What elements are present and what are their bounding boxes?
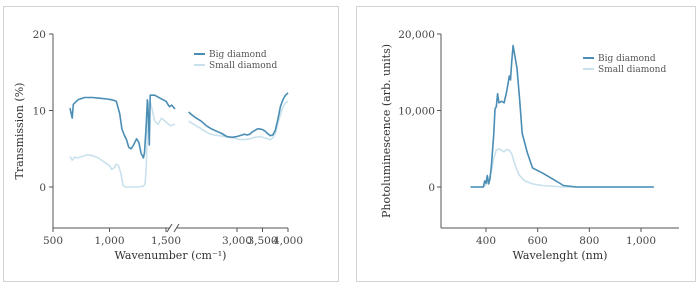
small-diamond-line	[70, 101, 175, 187]
x-tick-label: 4,000	[272, 235, 304, 247]
y-tick-label: 0	[39, 182, 46, 194]
legend-label-big-diamond: Big diamond	[598, 54, 656, 64]
x-axis-title: Wavenumber (cm⁻¹)	[114, 249, 227, 262]
x-tick-label: 3,500	[247, 235, 278, 247]
x-tick-label: 600	[527, 235, 548, 247]
legend-label-small-diamond: Small diamond	[598, 65, 667, 75]
x-axis-title: Wavelenght (nm)	[512, 249, 608, 262]
legend-label-big-diamond: Big diamond	[209, 50, 267, 60]
y-tick-label: 10	[32, 105, 46, 118]
x-tick-label: 800	[579, 235, 600, 247]
x-tick-label: 1,500	[150, 235, 182, 247]
y-tick-label: 20	[32, 29, 46, 41]
legend-label-small-diamond: Small diamond	[209, 61, 278, 71]
transmission-chart-panel	[3, 6, 339, 282]
y-tick-label: 0	[428, 182, 435, 194]
y-axis-title: Photoluminescence (arb. units)	[380, 43, 393, 219]
photoluminescence-chart	[357, 7, 697, 283]
x-tick-label: 1,000	[625, 235, 657, 247]
y-tick-label: 10,000	[398, 105, 435, 118]
transmission-chart	[4, 7, 340, 283]
photoluminescence-chart-panel	[356, 6, 696, 282]
big-diamond-line	[70, 95, 175, 158]
small-diamond-line	[471, 149, 654, 187]
y-axis-title: Transmission (%)	[13, 82, 26, 180]
x-tick-label: 1,000	[94, 235, 125, 247]
x-tick-label: 500	[42, 235, 64, 247]
x-tick-label: 3,000	[221, 235, 253, 247]
y-tick-label: 20,000	[398, 29, 435, 41]
x-tick-label: 400	[475, 235, 497, 247]
